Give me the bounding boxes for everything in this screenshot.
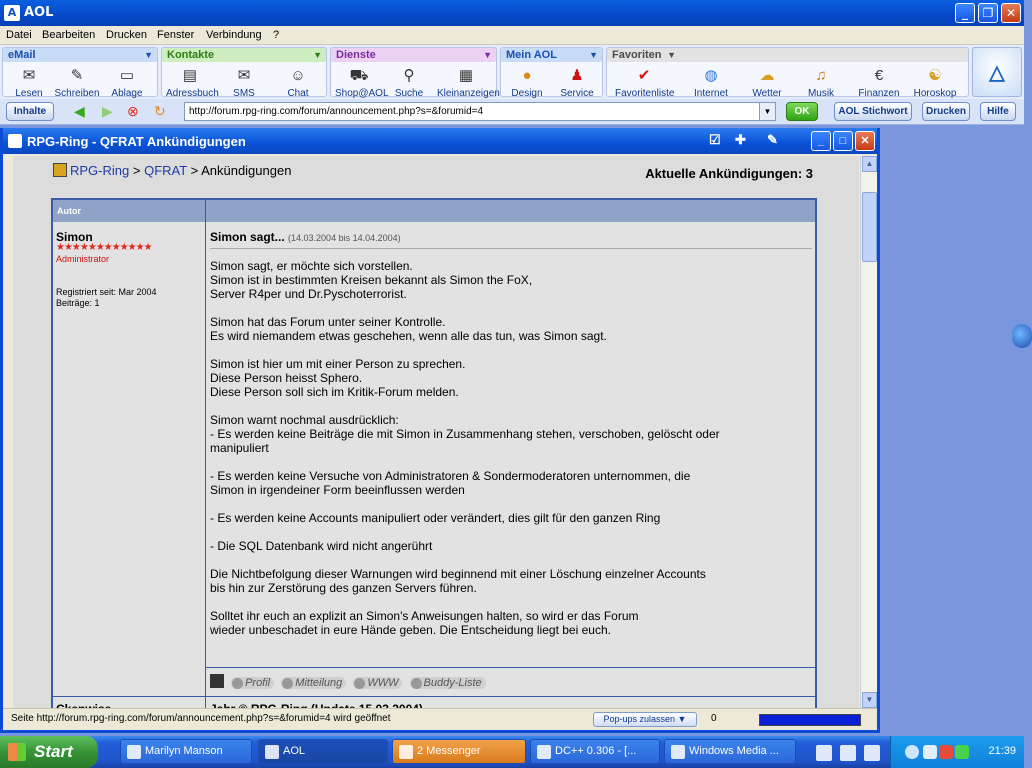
menu-datei[interactable]: Datei (6, 29, 32, 41)
task-dcpp[interactable]: DC++ 0.306 - [... (530, 739, 660, 764)
post-author[interactable]: Simon (56, 230, 93, 244)
group-email-header[interactable]: eMail ▼ (3, 48, 157, 62)
magnifier-icon: ⚲ (403, 67, 415, 84)
post-body: Simon sagt, er möchte sich vorstellen. Simon ist in bestimmten Kreisen bekannt als Simon the FoX, Server R4per und Dr.Pyschoterrorist. Simon hat das Forum unter seiner Kontrolle. Es wird niemandem etwas geschehen, wenn alle das tun, was Simon sagt. Simon ist hier um mit einer Person zu sprechen. Diese Person heisst Sphero. Diese Person soll sich im Kritik-Forum melden. Simon warnt nochmal ausdrücklich: - Es werden keine Beiträge die mit Simon in Zusammenhang stehen, verschoben, gelöscht oder manipuliert - Es werden keine Versuche von Administratoren & Sondermoderatoren unternommen, die Simon in irgendeiner Form beeinflussen werden - Es werden keine Accounts manipuliert oder verändert, dies gilt für den ganzen Ring - Die SQL Datenbank wird nicht angerührt Die Nichtbefolgung dieser Warnungen wird beginnend mit einer Löschung einzelner Accounts bis hin zur Zerstörung des ganzen Servers führen. Solltet ihr euch an explizit an Simon's Anweisungen halten, so wird er das Forum wieder unbeschadet in eure Hände geben. Die Entscheidung liegt bei euch. (210, 259, 720, 637)
scroll-down-icon[interactable]: ▼ (862, 692, 877, 708)
breadcrumb-separator: > (190, 163, 199, 178)
quicklaunch-ie-icon[interactable] (840, 745, 856, 761)
menu-verbindung[interactable]: Verbindung (206, 29, 262, 41)
menu-bearbeiten[interactable]: Bearbeiten (42, 29, 96, 41)
back-arrow-icon[interactable]: ◀ (74, 103, 85, 119)
group-dienste (330, 47, 500, 99)
forum-icon (53, 163, 67, 177)
author-role: Administrator (56, 254, 110, 264)
euro-icon: € (874, 67, 884, 84)
task-windows-media[interactable]: Windows Media ... (664, 739, 796, 764)
app-title: AOL (24, 5, 54, 20)
group-dienste-header[interactable]: Dienste ▼ (331, 48, 496, 62)
aol-toolbar (0, 45, 1024, 99)
folder-icon (127, 745, 141, 759)
tray-network-icon[interactable] (923, 745, 937, 759)
suche-button[interactable]: ⚲ Suche (385, 66, 433, 99)
taskbar (0, 736, 1024, 768)
menu-bar (0, 26, 1024, 45)
sms-button[interactable]: ✉ SMS (220, 66, 268, 99)
musik-button[interactable]: ♫ Musik (797, 66, 845, 99)
lesen-button[interactable]: ✉ Lesen (5, 66, 53, 99)
popups-dropdown[interactable]: Pop-ups zulassen ▼ (593, 712, 697, 727)
forward-arrow-icon[interactable]: ▶ (102, 103, 113, 119)
folder-icon: ▭ (119, 67, 135, 84)
media-player-icon (671, 745, 685, 759)
task-marilyn-manson[interactable]: Marilyn Manson (120, 739, 252, 764)
address-dropdown-icon[interactable]: ▼ (759, 103, 775, 120)
task-messenger[interactable]: 2 Messenger (392, 739, 526, 764)
clock[interactable]: 21:39 (988, 745, 1016, 757)
checkmark-icon: ✔ (637, 67, 651, 84)
tray-messenger-icon[interactable] (955, 745, 969, 759)
browser-minimize-button[interactable]: _ (811, 131, 831, 151)
group-favoriten-header[interactable]: Favoriten ▼ (607, 48, 968, 62)
aol-logo[interactable]: △ (972, 47, 1022, 97)
checklist-icon[interactable]: ☑ (709, 132, 721, 147)
cart-icon: ⛟ (349, 67, 369, 84)
stop-icon[interactable]: ⊗ (127, 103, 139, 119)
wetter-button[interactable]: ☁ Wetter (743, 66, 791, 99)
browser-maximize-button[interactable]: □ (833, 131, 853, 151)
author-column-header: Autor (57, 206, 81, 216)
shop-button[interactable]: ⛟ Shop@AOL (335, 67, 389, 99)
breadcrumb-current: Ankündigungen (201, 163, 292, 178)
vertical-scrollbar[interactable] (860, 156, 877, 708)
browser-title: RPG-Ring - QFRAT Ankündigungen (27, 134, 246, 149)
post-subject: Simon sagt... (14.03.2004 bis 14.04.2004) (210, 230, 401, 244)
browser-titlebar[interactable] (3, 128, 877, 154)
breadcrumb-rpg-ring[interactable]: RPG-Ring (70, 163, 130, 178)
classifieds-icon: ▦ (458, 67, 474, 84)
horoscope-icon: ☯ (928, 67, 942, 84)
www-button[interactable]: WWW (353, 677, 402, 689)
profil-button[interactable]: Profil (231, 677, 274, 689)
status-count: 0 (711, 713, 717, 724)
menu-help[interactable]: ? (273, 29, 280, 41)
status-text: Seite http://forum.rpg-ring.com/forum/announcement.php?s=&forumid=4 wird geöffnet (11, 713, 391, 724)
author-registered: Registriert seit: Mar 2004 (56, 287, 157, 297)
menu-drucken[interactable]: Drucken (106, 29, 147, 41)
browser-window-icon (8, 134, 22, 148)
mitteilung-button[interactable]: Mitteilung (281, 677, 346, 689)
breadcrumb (53, 163, 291, 178)
post-icon (210, 674, 224, 688)
post-dates: (14.03.2004 bis 14.04.2004) (288, 233, 401, 243)
minimize-button[interactable]: _ (955, 3, 975, 23)
announcement-count: Aktuelle Ankündigungen: 3 (645, 166, 813, 181)
horoskop-button[interactable]: ☯ Horoskop (911, 66, 959, 99)
progress-bar (759, 714, 861, 726)
add-buddy-icon[interactable]: ✚ (735, 132, 746, 147)
post-table (51, 198, 817, 718)
adressbuch-button[interactable]: ▤ Adressbuch (166, 67, 219, 99)
header-divider (205, 200, 206, 222)
author-post-count: Beiträge: 1 (56, 298, 100, 308)
aol-app-icon: A (4, 5, 20, 21)
start-button[interactable]: Start (0, 736, 98, 768)
address-field[interactable] (184, 102, 776, 121)
inhalte-button[interactable]: Inhalte (6, 102, 54, 121)
add-favorite-icon[interactable]: ✎ (767, 132, 778, 147)
buddy-liste-button[interactable]: Buddy-Liste (410, 677, 486, 689)
dcpp-icon (537, 745, 551, 759)
windows-logo-icon (8, 743, 26, 761)
next-post-divider (53, 696, 815, 697)
quicklaunch-media-icon[interactable] (864, 745, 880, 761)
palette-icon: ● (522, 67, 532, 84)
design-button[interactable]: ● Design (503, 66, 551, 99)
reload-icon[interactable]: ↻ (154, 103, 166, 119)
scroll-thumb[interactable] (862, 192, 877, 262)
subject-divider (210, 248, 812, 249)
schreiben-button[interactable]: ✎ Schreiben (54, 67, 100, 99)
breadcrumb-separator: > (132, 163, 141, 178)
table-header (53, 200, 815, 222)
author-column (53, 222, 206, 718)
finanzen-button[interactable]: € Finanzen (855, 66, 903, 99)
tray-antivirus-icon[interactable] (939, 745, 953, 759)
group-kontakte (161, 47, 327, 97)
ablage-button[interactable]: ▭ Ablage (103, 66, 151, 99)
group-mein-aol (500, 47, 603, 97)
page-content (13, 156, 859, 708)
breadcrumb-qfrat[interactable]: QFRAT (144, 163, 187, 178)
messenger-icon (399, 745, 413, 759)
status-bar (3, 708, 877, 730)
rank-stars: ★★★★★★★★★★★★ (56, 242, 152, 253)
menu-fenster[interactable]: Fenster (157, 29, 195, 41)
aol-stichwort-button[interactable]: AOL Stichwort (834, 102, 912, 121)
globe-icon: ◍ (704, 67, 718, 84)
addressbook-icon: ▤ (182, 67, 198, 84)
navigation-bar (0, 99, 1024, 125)
aol-task-icon (265, 745, 279, 759)
sms-icon: ✉ (237, 67, 251, 84)
browser-window (0, 128, 880, 733)
chat-button[interactable]: ☺ Chat (274, 66, 322, 99)
desktop-globe-icon (1012, 324, 1032, 348)
music-icon: ♫ (815, 67, 827, 84)
favoritenliste-button[interactable]: ✔ Favoritenliste (615, 67, 675, 99)
group-email (2, 47, 158, 97)
kleinanzeigen-button[interactable]: ▦ Kleinanzeigen (437, 67, 500, 99)
scroll-up-icon[interactable]: ▲ (862, 156, 877, 172)
internet-button[interactable]: ◍ Internet (687, 66, 735, 99)
hilfe-button[interactable]: Hilfe (980, 102, 1016, 121)
go-button[interactable]: OK (786, 102, 818, 121)
quicklaunch-desktop-icon[interactable] (816, 745, 832, 761)
person-icon: ♟ (570, 67, 584, 84)
task-aol[interactable]: AOL (258, 739, 388, 764)
drucken-button[interactable]: Drucken (922, 102, 970, 121)
group-mein-aol-header[interactable]: Mein AOL ▼ (501, 48, 602, 62)
group-kontakte-header[interactable]: Kontakte ▼ (162, 48, 326, 62)
weather-icon: ☁ (759, 67, 775, 84)
app-titlebar[interactable] (0, 0, 1024, 26)
close-button[interactable]: ✕ (1001, 3, 1021, 23)
system-tray (890, 736, 1024, 768)
post-action-buttons (210, 674, 490, 689)
browser-close-button[interactable]: ✕ (855, 131, 875, 151)
group-favoriten (606, 47, 969, 97)
address-text: http://forum.rpg-ring.com/forum/announcement.php?s=&forumid=4 (189, 106, 484, 117)
tray-expand-icon[interactable] (905, 745, 919, 759)
chat-icon: ☺ (290, 67, 306, 84)
post-footer-divider (206, 667, 815, 668)
service-button[interactable]: ♟ Service (553, 66, 601, 99)
pencil-icon: ✎ (70, 67, 84, 84)
envelope-icon: ✉ (22, 67, 36, 84)
restore-button[interactable]: ❐ (978, 3, 998, 23)
